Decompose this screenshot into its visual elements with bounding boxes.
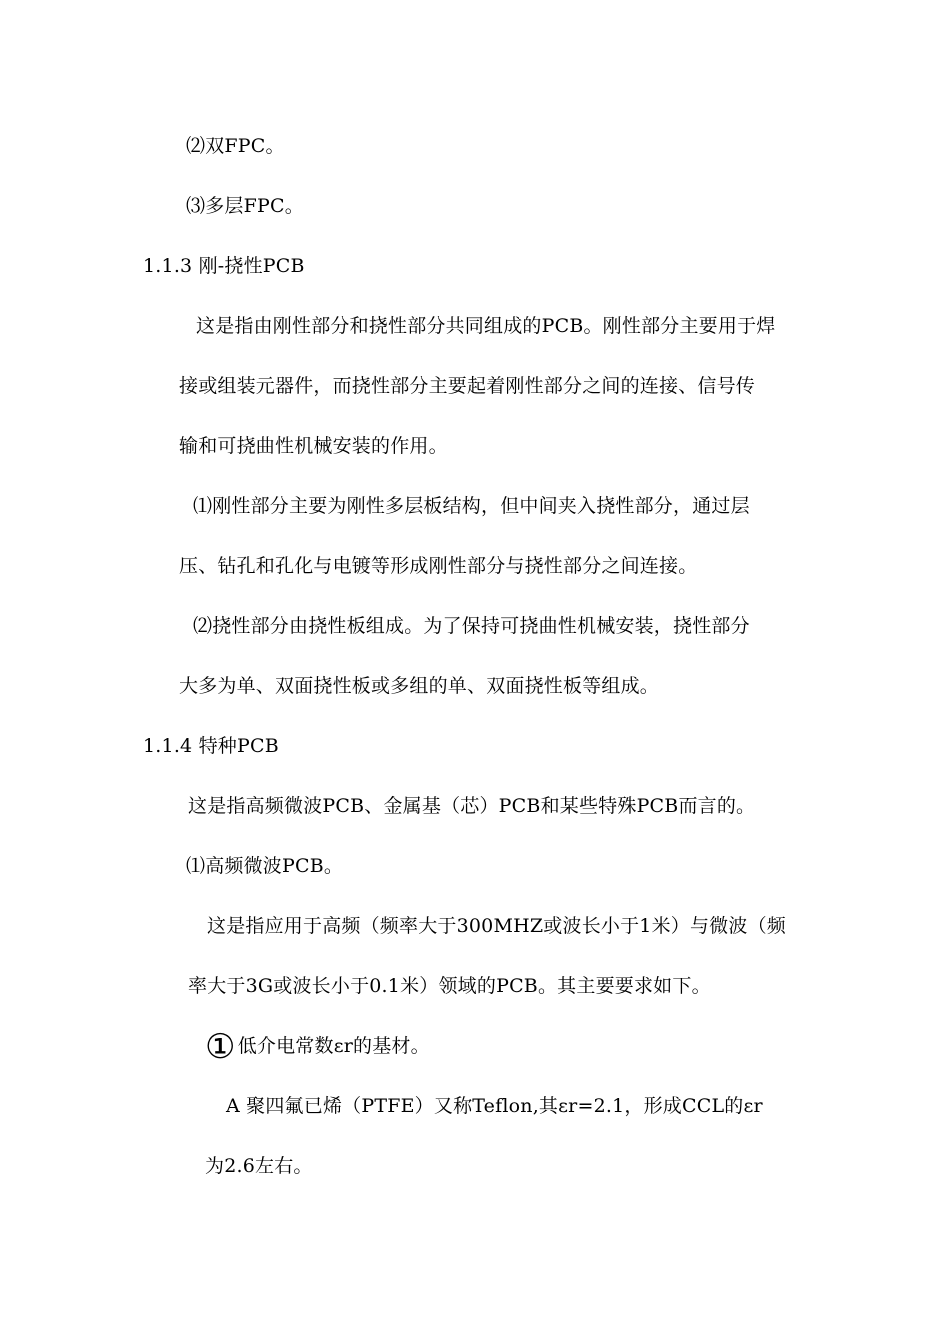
section-heading-1-1-3: 1.1.3 刚-挠性PCB	[143, 255, 305, 277]
list-item-text: 低介电常数εr的基材。	[237, 1035, 430, 1057]
list-item-multilayer-fpc: ⑶多层FPC。	[186, 195, 304, 217]
paragraph-line: 这是指应用于高频（频率大于300MHZ或波长小于1米）与微波（频	[207, 915, 786, 937]
paragraph-line: 这是指由刚性部分和挠性部分共同组成的PCB。刚性部分主要用于焊	[196, 315, 776, 337]
paragraph-line: 接或组装元器件，而挠性部分主要起着刚性部分之间的连接、信号传	[179, 375, 756, 397]
paragraph-line: 这是指高频微波PCB、金属基（芯）PCB和某些特殊PCB而言的。	[188, 795, 756, 817]
paragraph-line: 率大于3G或波长小于0.1米）领域的PCB。其主要要求如下。	[188, 975, 711, 997]
paragraph-line: A 聚四氟已烯（PTFE）又称Teflon,其εr=2.1，形成CCL的εr	[226, 1095, 763, 1117]
circled-number-marker: ①	[205, 1027, 236, 1067]
list-item-low-dielectric	[205, 1027, 430, 1067]
list-item-high-frequency-pcb: ⑴高频微波PCB。	[186, 855, 344, 877]
paragraph-line: 输和可挠曲性机械安装的作用。	[179, 435, 448, 457]
paragraph-line: 大多为单、双面挠性板或多组的单、双面挠性板等组成。	[179, 675, 660, 697]
list-item-double-fpc: ⑵双FPC。	[186, 135, 285, 157]
paragraph-line: ⑵挠性部分由挠性板组成。为了保持可挠曲性机械安装，挠性部分	[193, 615, 750, 637]
paragraph-line: ⑴刚性部分主要为刚性多层板结构，但中间夹入挠性部分，通过层	[193, 495, 750, 517]
paragraph-line: 为2.6左右。	[205, 1155, 313, 1177]
section-heading-1-1-4: 1.1.4 特种PCB	[143, 735, 279, 757]
paragraph-line: 压、钻孔和孔化与电镀等形成刚性部分与挠性部分之间连接。	[179, 555, 698, 577]
